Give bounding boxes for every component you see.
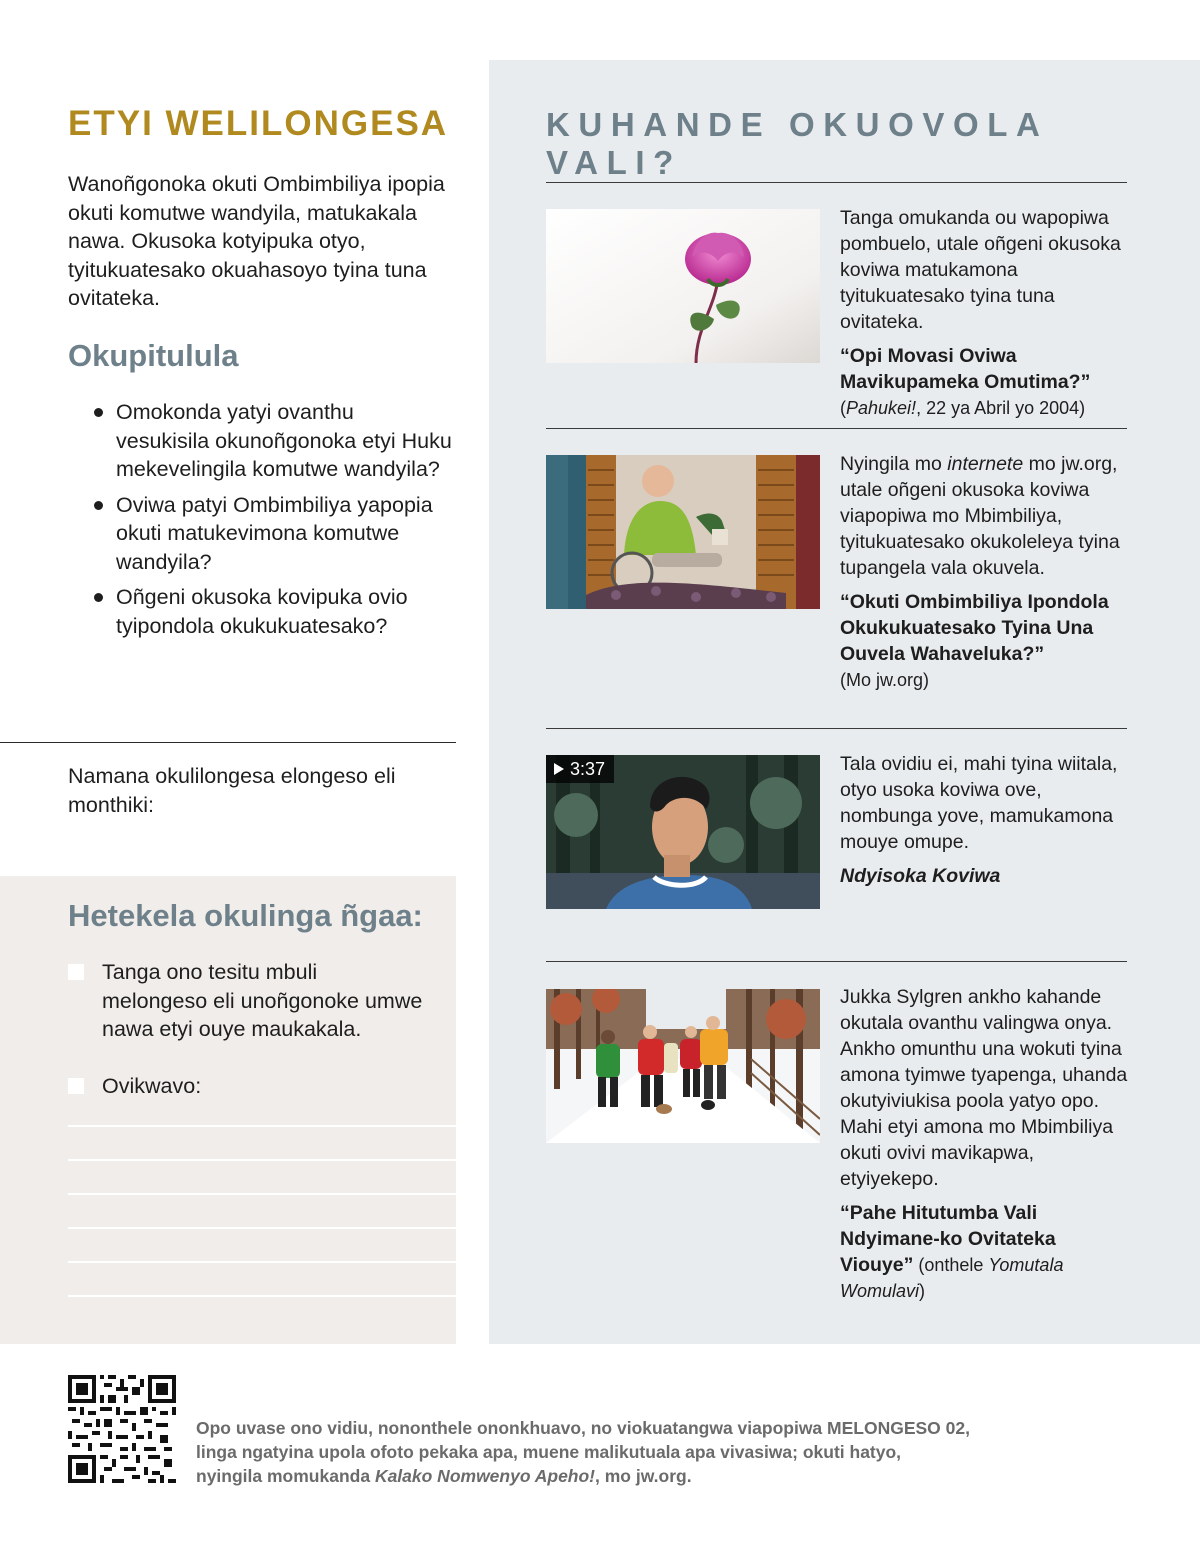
play-icon [554, 763, 564, 775]
further-study-title: KUHANDE OKUOVOLA VALI? [546, 106, 1048, 181]
goal-text: Namana okulilongesa elongeso eli monthiki: [68, 764, 396, 817]
lesson-summary-title: ETYI WELILONGESA [68, 104, 449, 143]
man-in-wheelchair-photo[interactable] [546, 455, 820, 609]
try-item: Tanga ono tesitu mbuli melongeso eli unoñgonoke umwe nawa etyi ouye maukakala. [68, 958, 428, 1044]
card-description: Nyingila mo internete mo jw.org, utale oñgeni okusoka koviwa viapopiwa mo Mbimbiliya, tyitukuatesako okukoleleya tyina tupangela vala okuvela. [840, 453, 1120, 579]
divider [546, 961, 1127, 962]
divider [0, 742, 456, 743]
resource-card [840, 451, 1132, 693]
writing-line[interactable] [68, 1227, 456, 1229]
people-walking-in-snow-photo[interactable] [546, 989, 820, 1143]
card-source: (Pahukei!, 22 ya Abril yo 2004) [840, 398, 1086, 418]
divider [546, 182, 1127, 183]
writing-line[interactable] [68, 1261, 456, 1263]
card-description: Tanga omukanda ou wapopiwa pombuelo, utale oñgeni okusoka koviwa matukamona tyitukuatesako tyina tuna ovitateka. [840, 207, 1121, 333]
lesson-summary-text: Wanoñgonoka okuti Ombimbiliya ipopia okuti komutwe wandyila, matukakala nawa. Okusoka kotyipuka otyo, tyitukuatesako okuahasoyo tyina tuna ovitateka. [68, 172, 445, 310]
card-description: Tala ovidiu ei, mahi tyina wiitala, otyo usoka koviwa ove, nombunga yove, mamukamona mouye omupe. [840, 753, 1118, 853]
recap-item: Oviwa patyi Ombimbiliya yapopia okuti matukevimona komutwe wandyila? [92, 491, 452, 577]
divider [546, 728, 1127, 729]
card-description: Jukka Sylgren ankho kahande okutala ovanthu valingwa onya. Ankho omunthu una wokuti tyina amona tyimwe tyapenga, uhanda okutyiviukisa poola yatyo opo. Mahi etyi amona mo Mbimbiliya okuti ovivi mavikapwa, etyiyekepo. [840, 986, 1128, 1190]
recap-title: Okupitulula [68, 338, 239, 373]
checkbox[interactable] [68, 1078, 84, 1094]
resource-card [840, 205, 1132, 421]
article-link[interactable]: “Okuti Ombimbiliya Ipondola Okukukuatesako Tyina Una Ouvela Wahaveluka?” [840, 591, 1109, 665]
recap-item: Oñgeni okusoka kovipuka ovio tyipondola okukukuatesako? [92, 583, 452, 640]
article-link[interactable]: “Opi Movasi Oviwa Mavikupameka Omutima?” [840, 345, 1091, 393]
try-panel [0, 876, 456, 1344]
checkbox[interactable] [68, 964, 84, 980]
resource-card [840, 751, 1132, 889]
try-title: Hetekela okulinga ñgaa: [68, 898, 423, 933]
try-item-other: Ovikwavo: [68, 1072, 428, 1101]
video-link[interactable]: Ndyisoka Koviwa [840, 865, 1001, 887]
writing-line[interactable] [68, 1159, 456, 1161]
card-source: (Mo jw.org) [840, 670, 930, 690]
bullet-icon [94, 593, 103, 602]
resource-card [840, 984, 1132, 1304]
pink-flower-photo[interactable] [546, 209, 820, 363]
writing-line[interactable] [68, 1193, 456, 1195]
qr-code-icon[interactable] [68, 1375, 176, 1483]
writing-line[interactable] [68, 1125, 456, 1127]
bullet-icon [94, 501, 103, 510]
footer-instructions: Opo uvase ono vidiu, nononthele ononkhuavo, no viokuatangwa viapopiwa MELONGESO 02, linga ngatyina upola ofoto pekaka apa, muene malikutuala apa vivasiwa; okuti hatyo, nyingila momukanda Kalako Nomwenyo Apeho!, mo jw.org. [196, 1418, 970, 1486]
card-source: “Pahe Hitutumba Vali Ndyimane-ko Ovitateka Viouye” (onthele Yomutala Womulavi) [840, 1202, 1064, 1301]
video-duration-badge: 3:37 [546, 755, 614, 783]
bullet-icon [94, 408, 103, 417]
recap-list [92, 398, 452, 647]
recap-item: Omokonda yatyi ovanthu vesukisila okunoñgonoka etyi Huku mekevelingila komutwe wandyila? [92, 398, 452, 484]
divider [546, 428, 1127, 429]
man-looking-up-video[interactable] [546, 755, 820, 909]
writing-line[interactable] [68, 1295, 456, 1297]
article-link[interactable]: “Pahe Hitutumba Vali Ndyimane-ko Ovitateka Viouye” [840, 1202, 1056, 1276]
